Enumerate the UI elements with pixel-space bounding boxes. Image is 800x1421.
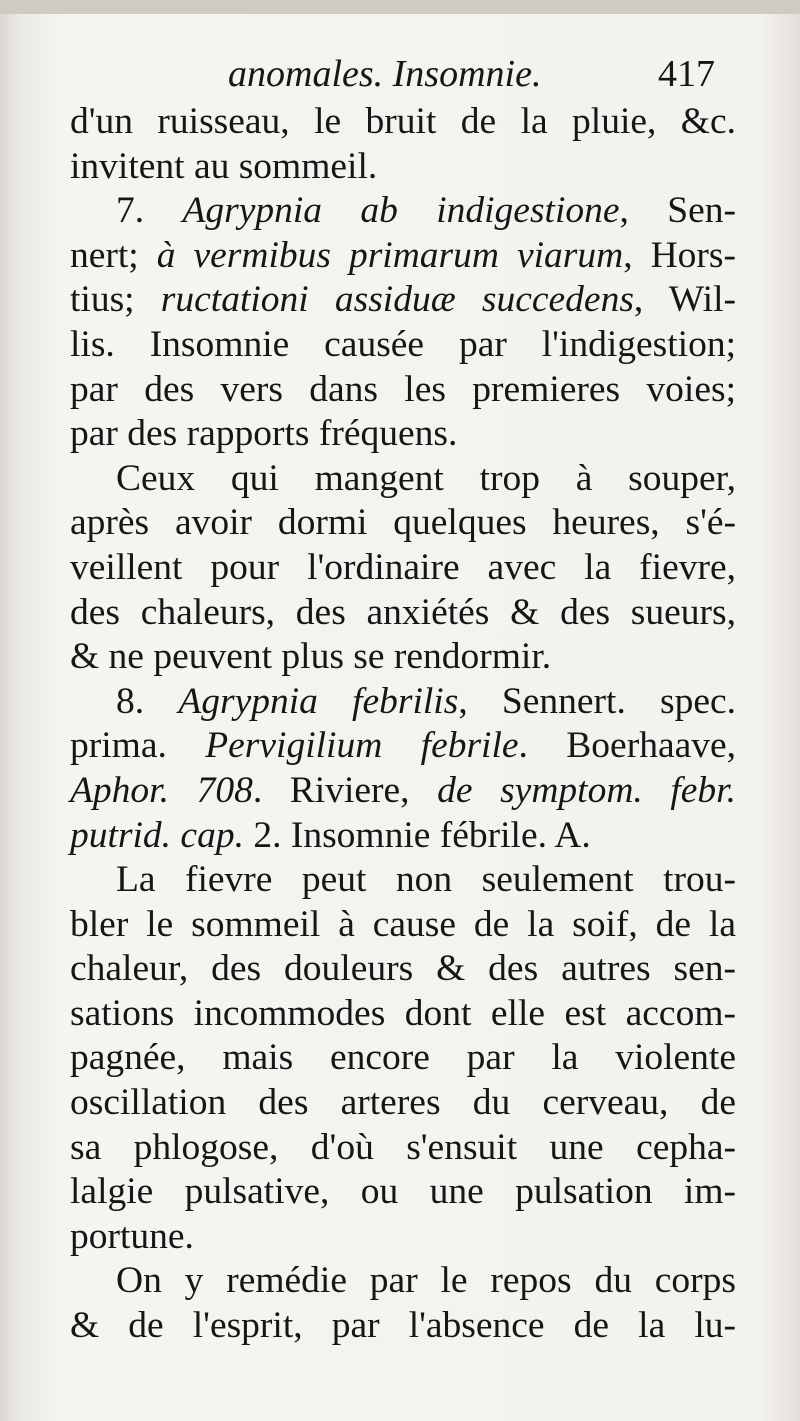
- text-line: sations incommodes dont elle est accom-: [70, 992, 736, 1034]
- text-line: On y remédie par le repos du corps: [116, 1260, 736, 1302]
- page-header: [0, 52, 800, 102]
- text-line: tius; ructationi assiduæ succedens, Wil-: [70, 279, 737, 321]
- text-line: pagnée, mais encore par la violente: [70, 1037, 736, 1079]
- body-text: [70, 100, 736, 1349]
- page-number: 417: [658, 53, 715, 95]
- text-line: invitent au sommeil.: [70, 145, 378, 187]
- text-line: putrid. cap. 2. Insomnie fébrile. A.: [70, 814, 591, 856]
- running-title: anomales. Insomnie.: [228, 53, 542, 95]
- text-line: Aphor. 708. Riviere, de symptom. febr.: [70, 769, 736, 811]
- text-line: par des rapports fréquens.: [70, 413, 458, 455]
- page-top-edge: [0, 0, 800, 14]
- text-line: bler le sommeil à cause de la soif, de la: [70, 903, 736, 945]
- text-line: nert; à vermibus primarum viarum, Hors-: [70, 234, 736, 276]
- text-line: prima. Pervigilium febrile. Boerhaave,: [70, 725, 736, 767]
- text-line: lalgie pulsative, ou une pulsation im-: [70, 1171, 736, 1213]
- text-line: veillent pour l'ordinaire avec la fievre,: [70, 546, 736, 588]
- text-line: La fievre peut non seulement trou-: [116, 859, 736, 901]
- text-line: chaleur, des douleurs & des autres sen-: [70, 948, 736, 990]
- text-line: & de l'esprit, par l'absence de la lu-: [70, 1305, 736, 1347]
- text-line: sa phlogose, d'où s'ensuit une cepha-: [70, 1126, 736, 1168]
- text-line: Ceux qui mangent trop à souper,: [116, 457, 736, 499]
- text-line: d'un ruisseau, le bruit de la pluie, &c.: [70, 101, 736, 142]
- text-line: des chaleurs, des anxiétés & des sueurs,: [70, 591, 736, 633]
- text-line: 7. Agrypnia ab indigestione, Sen-: [116, 190, 736, 232]
- text-line: par des vers dans les premieres voies;: [70, 368, 736, 410]
- text-line: 8. Agrypnia febrilis, Sennert. spec.: [116, 680, 737, 722]
- text-line: oscillation des arteres du cerveau, de: [70, 1082, 736, 1124]
- text-line: & ne peuvent plus se rendormir.: [70, 636, 552, 678]
- text-line: portune.: [70, 1215, 194, 1257]
- text-line: lis. Insomnie causée par l'indigestion;: [70, 323, 736, 365]
- text-line: après avoir dormi quelques heures, s'é-: [70, 502, 736, 544]
